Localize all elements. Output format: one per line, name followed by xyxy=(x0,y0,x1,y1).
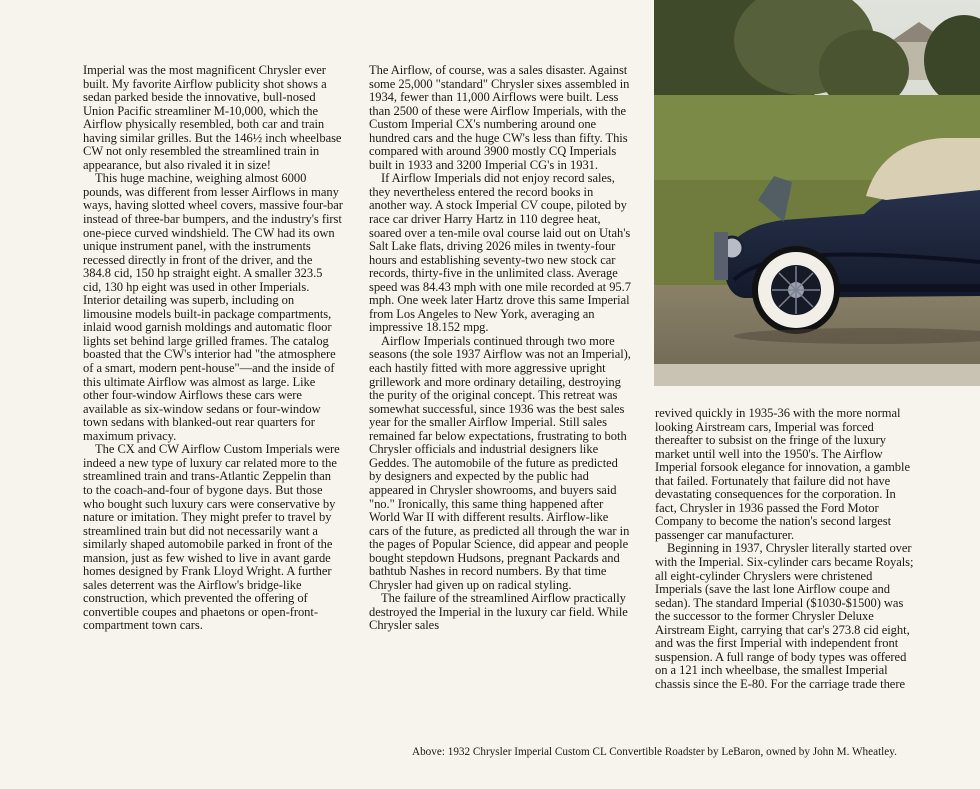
paragraph: Airflow Imperials continued through two more seasons (the sole 1937 Airflow was not an Imperial), each hastily fitted with more aggressive upright grillework and more ordinary detailing, destroying the purity of the original concept. This retreat was somewhat successful, since 1936 was the best sales year for the smaller Airflow Imperial. Still sales remained far below expectations, frustrating to both Chrysler officials and industrial designers like Geddes. The automobile of the future as predicted by designers and expected by the public had appeared in Chrysler showrooms, and buyers said "no." Ironically, this same thing happened after World War II with different results. Airflow-like cars of the future, as predicted all through the war in the pages of Popular Science, did appear and people bought stepdown Hudsons, pregnant Packards and bathtub Nashes in record numbers. By that time Chrysler had given up on radical styling. xyxy=(369,333,631,592)
article-column-1 xyxy=(83,64,343,633)
paragraph: This huge machine, weighing almost 6000 pounds, was different from lesser Airflows in many ways, having slotted wheel covers, massive four-bar instead of three-bar bumpers, and the industry's first one-piece curved windshield. The CW had its own unique instrument panel, with the instruments recessed directly in front of the driver, and the 384.8 cid, 150 hp straight eight. A smaller 323.5 cid, 130 hp eight was used in other Imperials. Interior detailing was superb, including on limousine models built-in package compartments, inlaid wood garnish moldings and automatic floor lights set behind large grilled frames. The catalog boasted that the CW's interior had "the atmosphere of a smart, modern pent-house"—and the inside of this ultimate Airflow was almost as large. Like other four-window Airflows these cars were available as six-window sedans or four-window town sedans with blanked-out rear quarters for maximum privacy. xyxy=(83,171,343,443)
paragraph: Imperial was the most magnificent Chrysler ever built. My favorite Airflow publicity shot shows a sedan parked beside the innovative, bull-nosed Union Pacific streamliner M-10,000, which the Airflow physically resembled, both car and train having similar grilles. But the 146½ inch wheelbase CW not only resembled the streamlined train in appearance, but also rivaled it in size! xyxy=(83,63,342,172)
car-photo-illustration xyxy=(654,0,980,386)
car-photo xyxy=(654,0,980,386)
paragraph: The CX and CW Airflow Custom Imperials were indeed a new type of luxury car related more to the streamlined train and trans-Atlantic Zeppelin than to the coach-and-four of bygone days. But those who bought such luxury cars were conservative by nature or imitation. They might prefer to travel by streamlined train but did not necessarily want a similarly shaped automobile parked in front of the mansion, just as few wished to live in avant garde homes designed by Frank Lloyd Wright. A further sales deterrent was the Airflow's bridge-like construction, which prevented the offering of convertible coupes and phaetons or open-front-compartment town cars. xyxy=(83,442,340,633)
paragraph: Beginning in 1937, Chrysler literally started over with the Imperial. Six-cylinder cars became Royals; all eight-cylinder Chryslers were christened Imperials (save the last lone Airflow coupe and sedan). The standard Imperial ($1030-$1500) was the successor to the former Chrysler Deluxe Airstream Eight, carrying that car's 273.8 cid eight, and was the first Imperial with independent front suspension. A full range of body types was offered on a 121 inch wheelbase, the smallest Imperial chassis since the E-80. For the carriage trade there xyxy=(655,541,914,691)
paragraph: revived quickly in 1935-36 with the more normal looking Airstream cars, Imperial was forced thereafter to subsist on the fringe of the luxury market until well into the 1950's. The Airflow Imperial forsook elegance for innovation, a gamble that failed. Fortunately that failure did not have devastating consequences for the corporation. In fact, Chrysler in 1936 passed the Ford Motor Company to become the nation's second largest passenger car manufacturer. xyxy=(655,406,910,542)
article-column-2 xyxy=(369,64,631,633)
paragraph: The Airflow, of course, was a sales disaster. Against some 25,000 "standard" Chrysler sixes assembled in 1934, fewer than 11,000 Airflows were built. Less than 2500 of these were Airflow Imperials, with the Custom Imperial CX's numbering around one hundred cars and the huge CW's less than fifty. This compared with around 3900 mostly CQ Imperials built in 1933 and 3200 Imperial CG's in 1931. xyxy=(369,63,630,172)
photo-caption: Above: 1932 Chrysler Imperial Custom CL Convertible Roadster by LeBaron, owned by John M. Wheatley. xyxy=(412,746,897,758)
article-column-3 xyxy=(655,407,915,691)
paragraph: The failure of the streamlined Airflow practically destroyed the Imperial in the luxury car field. While Chrysler sales xyxy=(369,591,628,633)
paragraph: If Airflow Imperials did not enjoy record sales, they nevertheless entered the record books in another way. A stock Imperial CV coupe, piloted by race car driver Harry Hartz in 110 degree heat, soared over a ten-mile oval course laid out on Utah's Salt Lake flats, driving 2026 miles in twenty-four hours and establishing seventy-two new stock car records, thirty-five in the unlimited class. Average speed was 84.43 mph with one mile recorded at 95.7 mph. One week later Hartz drove this same Imperial from Los Angeles to New York, averaging an impressive 18.152 mpg. xyxy=(369,171,631,335)
